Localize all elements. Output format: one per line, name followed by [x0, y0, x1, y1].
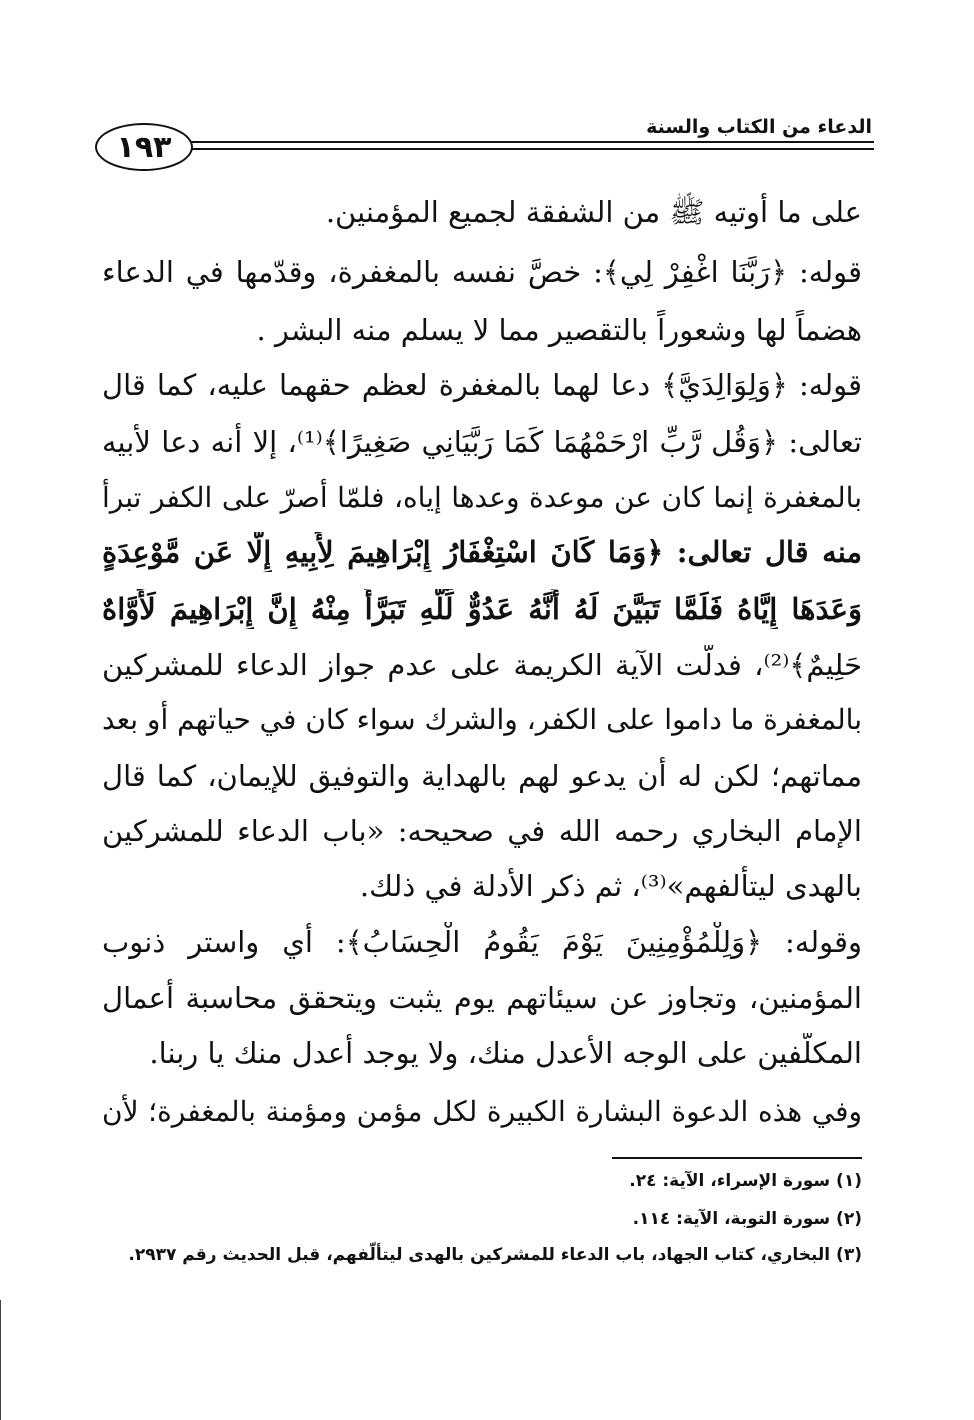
body-line: المكلّفين على الوجه الأعدل منك، ولا يوجد أعدل منك يا ربنا. [149, 1036, 862, 1070]
footnote-separator [612, 1157, 862, 1159]
body-line: قوله: ﴿وَلِوَالِدَيَّ﴾ دعا لهما بالمغفرة لعظم حقهما عليه، كما قال [102, 368, 862, 402]
body-line: وفي هذه الدعوة البشارة الكبيرة لكل مؤمن ومؤمنة بالمغفرة؛ لأن [102, 1095, 862, 1128]
body-line: بالهدى ليتألفهم»⁽³⁾، ثم ذكر الأدلة في ذلك. [359, 869, 862, 903]
scan-edge-line [0, 1300, 1, 1420]
body-line: هضماً لها وشعوراً بالتقصير مما لا يسلم منه البشر . [256, 313, 862, 347]
body-line: بالمغفرة إنما كان عن موعدة وعدها إياه، فلمّا أصرّ على الكفر تبرأ [102, 481, 862, 514]
page-number-oval [95, 123, 193, 171]
body-line: وَعَدَهَا إِيَّاهُ فَلَمَّا تَبَيَّنَ لَهُ أَنَّهُ عَدُوٌّ لِّلَّهِ تَبَرَّأَ مِنْهُ إِنَّ إِبْرَاهِيمَ لَأَوَّاهٌ [102, 592, 862, 626]
body-line: وقوله: ﴿وَلِلْمُؤْمِنِينَ يَوْمَ يَقُومُ الْحِسَابُ﴾: أي واستر ذنوب [102, 925, 862, 959]
body-line: المؤمنين، وتجاوز عن سيئاتهم يوم يثبت ويتحقق محاسبة أعمال [102, 981, 862, 1015]
footnote-3: (٣) البخاري، كتاب الجهاد، باب الدعاء للمشركين بالهدى ليتألّفهم، قبل الحديث رقم ٢٩٣٧. [128, 1245, 862, 1265]
header-rule-top [180, 141, 874, 143]
body-line: منه قال تعالى: ﴿وَمَا كَانَ اسْتِغْفَارُ إِبْرَاهِيمَ لِأَبِيهِ إِلَّا عَن مَّوْعِدَةٍ [102, 535, 862, 569]
body-line: مماتهم؛ لكن له أن يدعو لهم بالهداية والتوفيق للإيمان، كما قال [102, 759, 862, 793]
page-number: ١٩٣ [116, 129, 172, 165]
footnote-1: (١) سورة الإسراء، الآية: ٢٤. [629, 1171, 862, 1191]
footnote-2: (٢) سورة التوبة، الآية: ١١٤. [632, 1209, 862, 1229]
body-line: على ما أوتيه ﷺ من الشفقة لجميع المؤمنين. [325, 195, 862, 229]
body-line: تعالى: ﴿وَقُل رَّبِّ ارْحَمْهُمَا كَمَا رَبَّيَانِي صَغِيرًا﴾⁽¹⁾، إلا أنه دعا لأبيه [102, 425, 862, 459]
header-rule-bottom [180, 148, 874, 150]
body-line: حَلِيمٌ﴾⁽²⁾، فدلّت الآية الكريمة على عدم جواز الدعاء للمشركين [102, 648, 862, 682]
running-head-title: الدعاء من الكتاب والسنة [646, 116, 872, 138]
body-line: قوله: ﴿رَبَّنَا اغْفِرْ لِي﴾: خصَّ نفسه بالمغفرة، وقدّمها في الدعاء [102, 255, 862, 289]
body-line: بالمغفرة ما داموا على الكفر، والشرك سواء كان في حياتهم أو بعد [102, 703, 862, 736]
body-line: الإمام البخاري رحمه الله في صحيحه: «باب الدعاء للمشركين [102, 814, 862, 848]
